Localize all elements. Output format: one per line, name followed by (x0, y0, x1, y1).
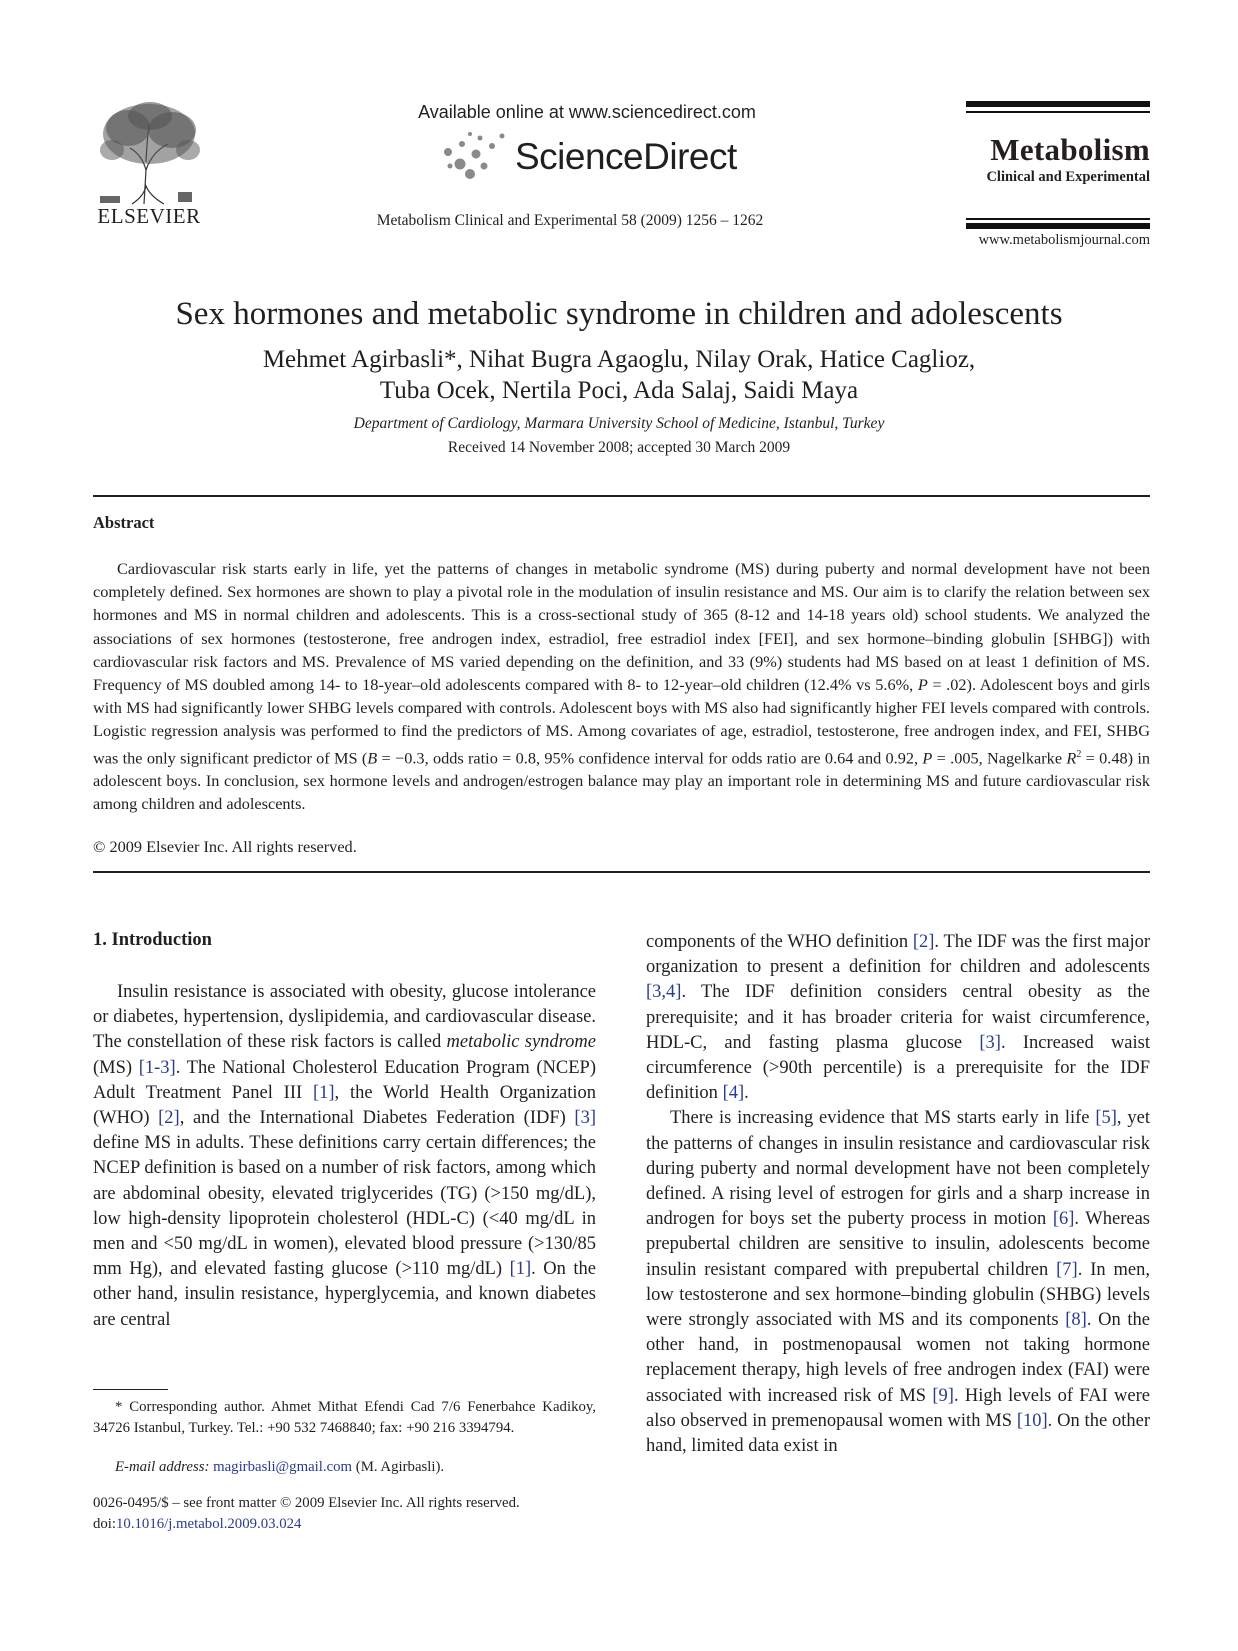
affiliation: Department of Cardiology, Marmara University School of Medicine, Istanbul, Turkey (353, 415, 885, 432)
reference-link[interactable]: [2] (912, 932, 935, 952)
reference-link[interactable]: [1-3] (138, 1057, 176, 1078)
reference-link[interactable]: [5] (1095, 1108, 1117, 1129)
abstract-copyright: © 2009 Elsevier Inc. All rights reserved. (93, 837, 357, 856)
sciencedirect-logo-text: ScienceDirect (515, 136, 737, 177)
reference-link[interactable]: [2] (158, 1108, 180, 1129)
front-matter (93, 1493, 520, 1535)
reference-link[interactable]: [9] (932, 1385, 954, 1406)
reference-link[interactable]: [1] (312, 1082, 335, 1103)
reference-link[interactable]: [10] (1016, 1410, 1048, 1431)
email-line: E-mail address: magirbasli@gmail.com (M. Agirbasli). (115, 1459, 445, 1475)
paper-title: Sex hormones and metabolic syndrome in children and adolescents (175, 296, 1063, 332)
reference-link[interactable]: [3,4] (646, 982, 682, 1003)
header-rule (966, 223, 1150, 229)
footnote-rule (93, 1389, 168, 1390)
reference-link[interactable]: [8] (1065, 1310, 1087, 1331)
header-rule (966, 111, 1150, 113)
paragraph: components of the WHO definition [2]. The IDF was the first major organization to present a definition for children and adolescents [3,4]. The IDF definition considers central obesity as the prerequisite; and it has broader criteria for waist circumference, HDL-C, and fasting plasma glucose [3]. Increased waist circumference (>90th percentile) is a prerequisite for the IDF definition [4]. (646, 932, 1150, 1104)
journal-subtitle: Clinical and Experimental (986, 169, 1150, 185)
header-rule (966, 218, 1150, 220)
authors-line: Tuba Ocek, Nertila Poci, Ada Salaj, Saidi Maya (379, 377, 859, 404)
reference-link[interactable]: [1] (509, 1259, 532, 1280)
reference-link[interactable]: [7] (1056, 1259, 1078, 1280)
intro-left-column: Insulin resistance is associated with obesity, glucose intolerance or diabetes, hypertension, dyslipidemia, and cardiovascular disease. The constellation of these risk factors is called metabolic syndrome (MS) [1-3]. The National Cholesterol Education Program (NCEP) Adult Treatment Panel III [1], the World Health Organization (WHO) [2], and the International Diabetes Federation (IDF) [3] define MS in adults. These definitions carry certain differences; the NCEP definition is based on a number of risk factors, among which are abdominal obesity, elevated triglycerides (TG) (>150 mg/dL), low high-density lipoprotein cholesterol (HDL-C) (<40 mg/dL in men and <50 mg/dL in women), elevated blood pressure (>130/85 mm Hg), and elevated fasting glucose (>110 mg/dL) [1]. On the other hand, insulin resistance, hyperglycemia, and known diabetes are central (93, 982, 596, 1330)
abstract-text: Cardiovascular risk starts early in life, yet the patterns of changes in metabolic syndrome (MS) during puberty and normal development have not been completely defined. Sex hormones are shown to play a pivotal role in the modulation of insulin resistance and MS. Our aim is to clarify the relation between sex hormones and MS in normal children and adolescents. This is a cross-sectional study of 365 (8-12 and 14-18 years old) school students. We analyzed the associations of sex hormones (testosterone, free androgen index, estradiol, free estradiol index [FEI], and sex hormone–binding globulin [SHBG]) with cardiovascular risk factors and MS. Prevalence of MS varied depending on the definition, and 33 (9%) students had MS based on at least 1 definition of MS. Frequency of MS doubled among 14- to 18-year–old adolescents compared with 8- to 12-year–old children (12.4% vs 5.6%, P = .02). Adolescent boys and girls with MS had significantly lower SHBG levels compared with controls. Adolescent boys with MS also had significantly higher FEI levels compared with controls. Logistic regression analysis was performed to find the predictors of MS. Among covariates of age, estradiol, testosterone, free androgen index, and FEI, SHBG was the only significant predictor of MS (B = −0.3, odds ratio = 0.8, 95% confidence interval for odds ratio are 0.64 and 0.92, P = .005, Nagelkarke $R^2 = 0.48$) in adolescent boys. In conclusion, sex hormone levels and androgen/estrogen balance may play an important role in determining MS and future cardiovascular risk among children and adolescents. (93, 559, 1150, 814)
doi-line: doi:10.1016/j.metabol.2009.03.024 (93, 1516, 302, 1532)
abstract-heading: Abstract (93, 513, 155, 532)
section-heading: 1. Introduction (93, 930, 212, 950)
reference-link[interactable]: [6] (1052, 1209, 1075, 1230)
authors-line: Mehmet Agirbasli*, Nihat Bugra Agaoglu, Nilay Orak, Hatice Caglioz, (262, 346, 976, 373)
email-link[interactable]: magirbasli@gmail.com (213, 1459, 353, 1475)
doi-link[interactable]: 10.1016/j.metabol.2009.03.024 (116, 1516, 302, 1532)
journal-name: Metabolism (990, 132, 1150, 167)
corresponding-author-footnote: * Corresponding author. Ahmet Mithat Efendi Cad 7/6 Fenerbahce Kadikoy, 34726 Istanbul, Turkey. Tel.: +90 532 7468840; fax: +90 216 3394794. (93, 1399, 596, 1436)
paragraph: There is increasing evidence that MS starts early in life [5], yet the patterns of changes in insulin resistance and cardiovascular risk during puberty and normal development have not been completely defined. A rising level of estrogen for girls and a sharp increase in androgen for boys set the puberty process in motion [6]. Whereas prepubertal children are sensitive to insulin, adolescents become insulin resistant compared with prepubertal children [7]. In men, low testosterone and sex hormone–binding globulin (SHBG) levels were strongly associated with MS and its components [8]. On the other hand, in postmenopausal women not taking hormone replacement therapy, high levels of free androgen index (FAI) were associated with increased risk of MS [9]. High levels of FAI were also observed in premenopausal women with MS [10]. On the other hand, limited data exist in (646, 1108, 1150, 1457)
received-dates: Received 14 November 2008; accepted 30 March 2009 (447, 439, 791, 456)
divider (93, 495, 1150, 497)
issn-line: 0026-0495/$ – see front matter © 2009 Elsevier Inc. All rights reserved. (93, 1495, 520, 1511)
header-rule (966, 101, 1150, 107)
publisher-name: ELSEVIER (97, 204, 201, 228)
intro-right-column (646, 930, 1150, 1459)
journal-citation: Metabolism Clinical and Experimental 58 (2009) 1256 – 1262 (376, 212, 764, 229)
journal-url[interactable]: www.metabolismjournal.com (978, 232, 1150, 248)
divider (93, 871, 1150, 873)
reference-link[interactable]: [3] (979, 1032, 1001, 1053)
reference-link[interactable]: [4] (722, 1083, 745, 1104)
available-online-text: Available online at www.sciencedirect.com (418, 102, 756, 122)
reference-link[interactable]: [3] (574, 1108, 596, 1129)
